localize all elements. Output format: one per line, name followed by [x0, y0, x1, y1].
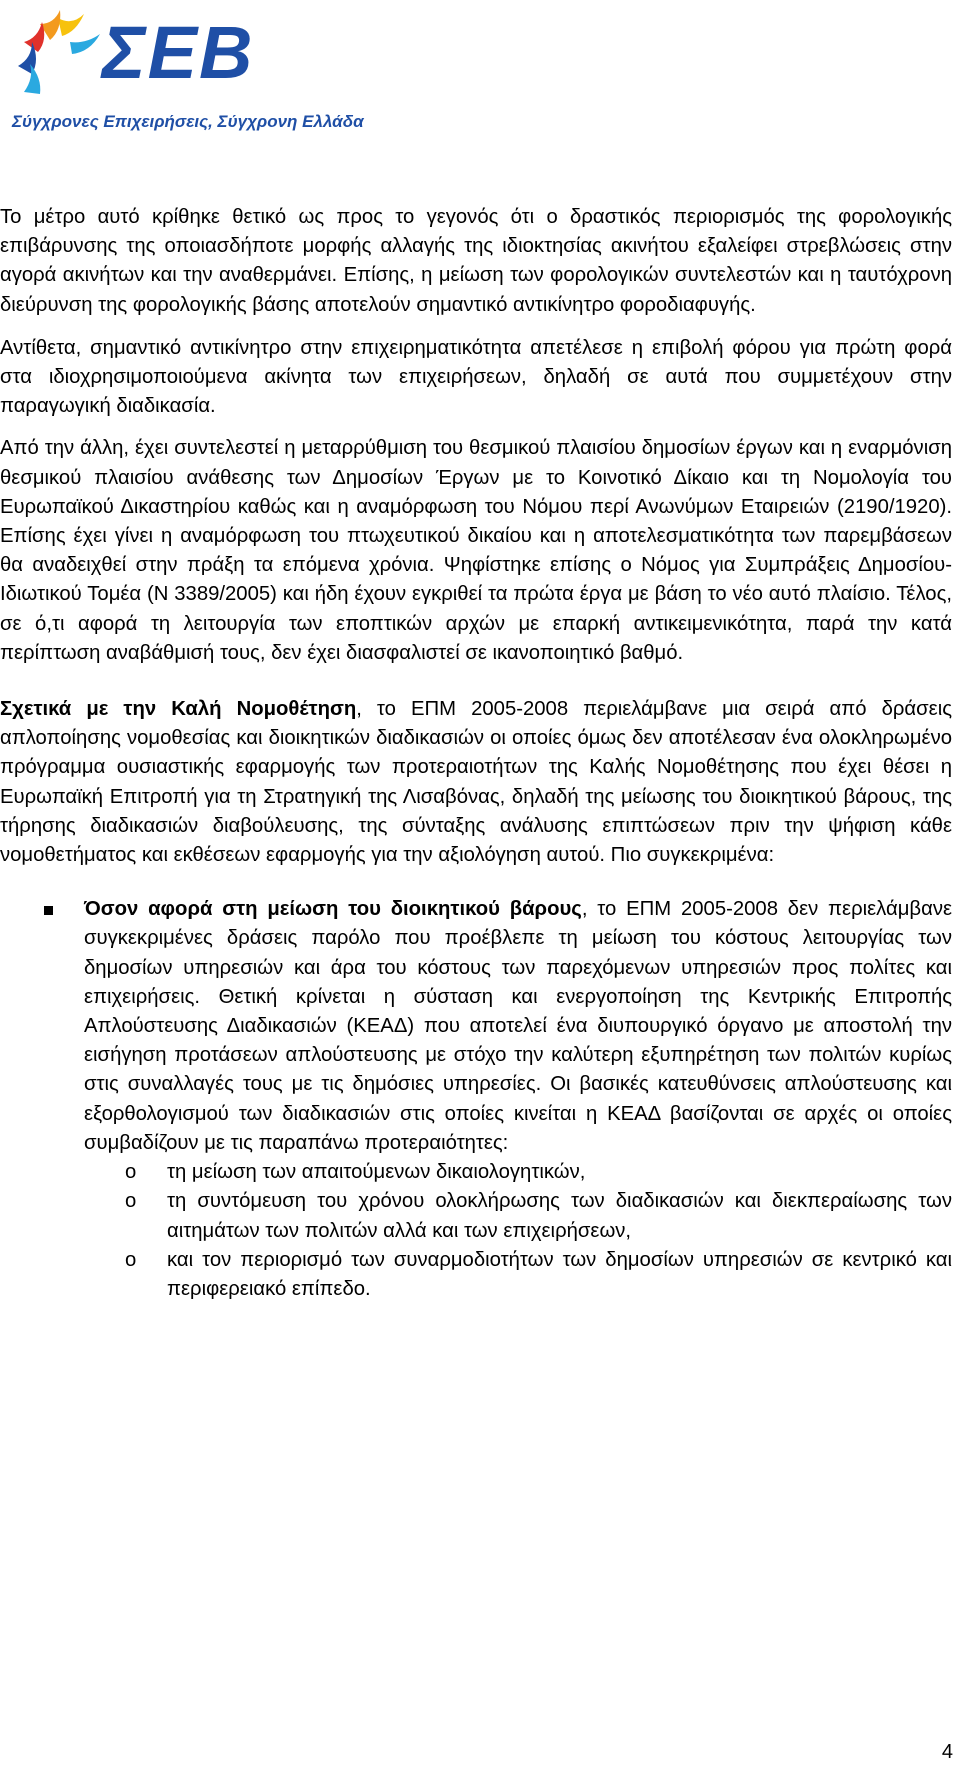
page-number: 4 [941, 1741, 953, 1763]
good-legislation-text: , το ΕΠΜ 2005-2008 περιελάμβανε μια σειρά από δράσεις απλοποίησης νομοθεσίας και διοικητικών διαδικασιών οι οποίες όμως δεν αποτέλεσαν ένα ολοκληρωμένο πρόγραμμα ουσιαστικής εφαρμογής των προτεραιοτήτων της Καλής Νομοθέτησης που έχει θέσει η Ευρωπαϊκή Επιτροπή για τη Στρατηγική της Λισαβόνας, δηλαδή της μείωσης του διοικητικού βάρους, της τήρησης διαδικασιών διαβούλευσης, της σύνταξης ανάλυσης επιπτώσεων πριν την ψήφιση κάθε νομοθετήματος και εκθέσεων εφαρμογής για την αξιολόγηση αυτού. Πιο συγκεκριμένα: [0, 698, 952, 867]
logo-star-icon [10, 8, 110, 108]
paragraph-property-tax: Το μέτρο αυτό κρίθηκε θετικό ως προς το γεγονός ότι ο δραστικός περιορισμός της φορολογικής επιβάρυνσης της οποιασδήποτε μορφής αλλαγής της ιδιοκτησίας ακινήτου εξαλείφει στρεβλώσεις στην αγορά ακινήτων και την αναθερμάνει. Επίσης, η μείωση των φορολογικών συντελεστών και η ταυτόχρονη διεύρυνση της φορολογικής βάσης αποτελούν σημαντικό αντικίνητρο φοροδιαφυγής. [0, 206, 952, 316]
paragraph-counter-incentive: Αντίθετα, σημαντικό αντικίνητρο στην επιχειρηματικότητα απετέλεσε η επιβολή φόρου για πρώτη φορά στα ιδιοχρησιμοποιούμενα ακίνητα των επιχειρήσεων, δηλαδή σε αυτά που συμμετέχουν στην παραγωγική διαδικασία. [0, 336, 952, 418]
paragraph-public-works: Από την άλλη, έχει συντελεστεί η μεταρρύθμιση του θεσμικού πλαισίου δημοσίων έργων και η εναρμόνιση θεσμικού πλαισίου ανάθεσης των Δημοσίων Έργων με το Κοινοτικό Δίκαιο και τη Νομολογία του Ευρωπαϊκού Δικαστηρίου καθώς και η αναμόρφωση του Νόμου περί Ανωνύμων Εταιρειών (2190/1920). Επίσης έχει γίνει η αναμόρφωση του πτωχευτικού δικαίου και η αποτελεσματικότητα των παρεμβάσεων θα αναδειχθεί στην πράξη τα επόμενα χρόνια. Ψηφίστηκε επίσης ο Νόμος για Συμπράξεις Δημοσίου-Ιδιωτικού Τομέα (Ν 3389/2005) και ήδη έχουν εγκριθεί τα πρώτα έργα με βάση το νέο αυτό πλαίσιο. Τέλος, σε ό,τι αφορά τη λειτουργία των εποπτικών αρχών με επαρκή αντικειμενικότητα, παρά την κατά περίπτωση αναβάθμισή τους, δεν έχει διασφαλιστεί σε ικανοποιητικό βαθμό. [0, 437, 952, 664]
sub-list-item [84, 1158, 952, 1187]
bullet-text: , το ΕΠΜ 2005-2008 δεν περιελάμβανε συγκεκριμένες δράσεις παρόλο που προέβλεπε τη μείωση του κόστους λειτουργίας των δημοσίων υπηρεσιών και άρα του κόστους των παρεχόμενων υπηρεσιών προς πολίτες και επιχειρήσεις. Θετική κρίνεται η σύσταση και ενεργοποίηση της Κεντρικής Επιτροπής Απλούστευσης Διαδικασιών (ΚΕΑΔ) που αποτελεί ένα διυπουργικό όργανο με αποστολή την εισήγηση προτάσεων απλούστευσης με στόχο την καλύτερη εξυπηρέτηση των πολιτών κυρίως στις συναλλαγές τους με τις δημόσιες υπηρεσίες. Οι βασικές κατευθύνσεις απλούστευσης και εξορθολογισμού των διαδικασιών στις οποίες κινείται η ΚΕΑΔ βασίζονται σε αρχές οι οποίες συμβαδίζουν με τις παραπάνω προτεραιότητες: [84, 898, 952, 1154]
sub-item-text: και τον περιορισμό των συναρμοδιοτήτων των δημοσίων υπηρεσιών σε κεντρικό και περιφερειακό επίπεδο. [167, 1248, 952, 1300]
list-item [0, 895, 952, 1304]
bullet-paragraph [84, 895, 952, 1158]
sub-item-text: τη συντόμευση του χρόνου ολοκλήρωσης των διαδικασιών και διεκπεραίωσης των αιτημάτων των πολιτών αλλά και των επιχειρήσεων, [167, 1190, 952, 1242]
sub-list-item [84, 1246, 952, 1304]
bullet-list [0, 895, 952, 1304]
sub-list [84, 1158, 952, 1304]
good-legislation-heading: Σχετικά με την Καλή Νομοθέτηση [0, 698, 357, 721]
square-bullet-icon [44, 906, 53, 915]
circle-bullet-icon: o [125, 1190, 137, 1213]
logo-wordmark: ΣΕΒ [102, 11, 255, 94]
seb-logo [10, 8, 364, 133]
bullet-heading: Όσον αφορά στη μείωση του διοικητικού βάρους [84, 898, 582, 921]
sub-item-text: τη μείωση των απαιτούμενων δικαιολογητικών, [167, 1161, 586, 1184]
logo-ray-red [24, 22, 44, 52]
circle-bullet-icon: o [125, 1161, 137, 1184]
logo-ray-cyan-2 [70, 34, 100, 54]
circle-bullet-icon: o [125, 1248, 137, 1271]
logo-ray-yellow [58, 14, 84, 36]
document-body [0, 203, 952, 1304]
sub-list-item [84, 1187, 952, 1245]
paragraph-good-legislation [0, 695, 952, 870]
logo-tagline: Σύγχρονες Επιχειρήσεις, Σύγχρονη Ελλάδα [12, 112, 364, 131]
